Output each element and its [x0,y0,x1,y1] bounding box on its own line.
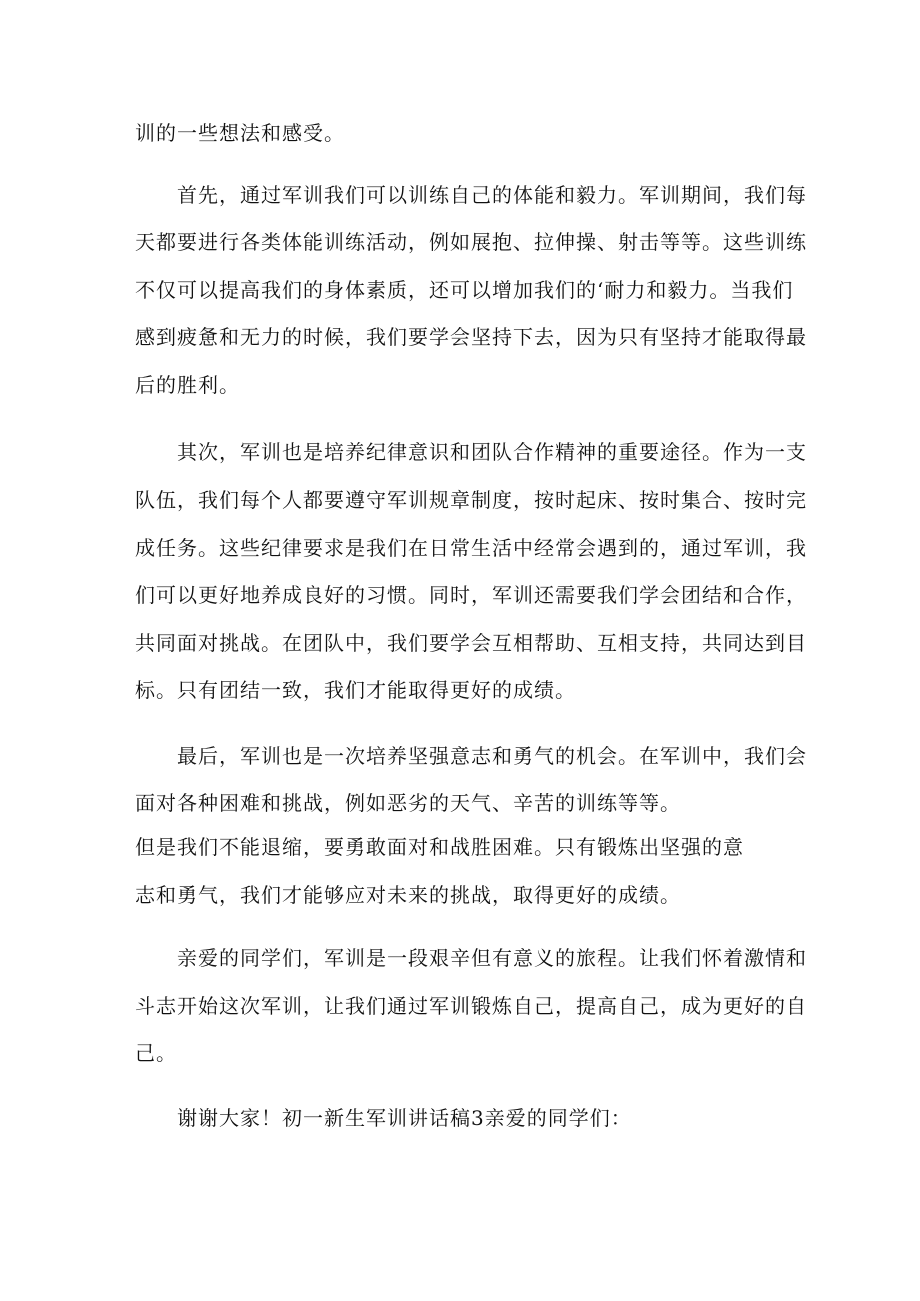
text-line: 后的胜利。 [135,373,240,397]
text-line: 斗志开始这次军训，让我们通过军训锻炼自己，提高自己，成为更好的自 [135,994,807,1018]
text-line: 亲爱的同学们，军训是一段艰辛但有意义的旅程。让我们怀着激情和 [177,946,807,970]
text-line: 成任务。这些纪律要求是我们在日常生活中经常会遇到的，通过军训，我 [135,536,807,560]
text-line: 感到疲惫和无力的时候，我们要学会坚持下去，因为只有坚持才能取得最 [135,325,807,349]
text-line: 面对各种困难和挑战，例如恶劣的天气、辛苦的训练等等。 [135,791,681,815]
text-line: 其次，军训也是培养纪律意识和团队合作精神的重要途径。作为一支 [177,440,807,464]
text-line: 首先，通过军训我们可以训练自己的体能和毅力。军训期间，我们每 [177,183,807,207]
text-line: 谢谢大家！初一新生军训讲话稿3亲爱的同学们： [177,1106,632,1130]
text-line: 标。只有团结一致，我们才能取得更好的成绩。 [135,678,576,702]
text-line: 己。 [135,1041,177,1065]
text-line: 志和勇气，我们才能够应对未来的挑战，取得更好的成绩。 [135,883,681,907]
text-line: 们可以更好地养成良好的习惯。同时，军训还需要我们学会团结和合作， [135,583,807,607]
text-line: 训的一些想法和感受。 [135,121,345,145]
text-line: 共同面对挑战。在团队中，我们要学会互相帮助、互相支持，共同达到目 [135,631,807,655]
text-line: 队伍，我们每个人都要遵守军训规章制度，按时起床、按时集合、按时完 [135,488,807,512]
text-line: 不仅可以提高我们的身体素质，还可以增加我们的‘耐力和毅力。当我们 [135,278,794,302]
text-line: 但是我们不能退缩，要勇敢面对和战胜困难。只有锻炼出坚强的意 [135,835,744,859]
text-line: 天都要进行各类体能训练活动，例如展抱、拉伸操、射击等等。这些训练 [135,230,807,254]
text-line: 最后，军训也是一次培养坚强意志和勇气的机会。在军训中，我们会 [177,744,807,768]
